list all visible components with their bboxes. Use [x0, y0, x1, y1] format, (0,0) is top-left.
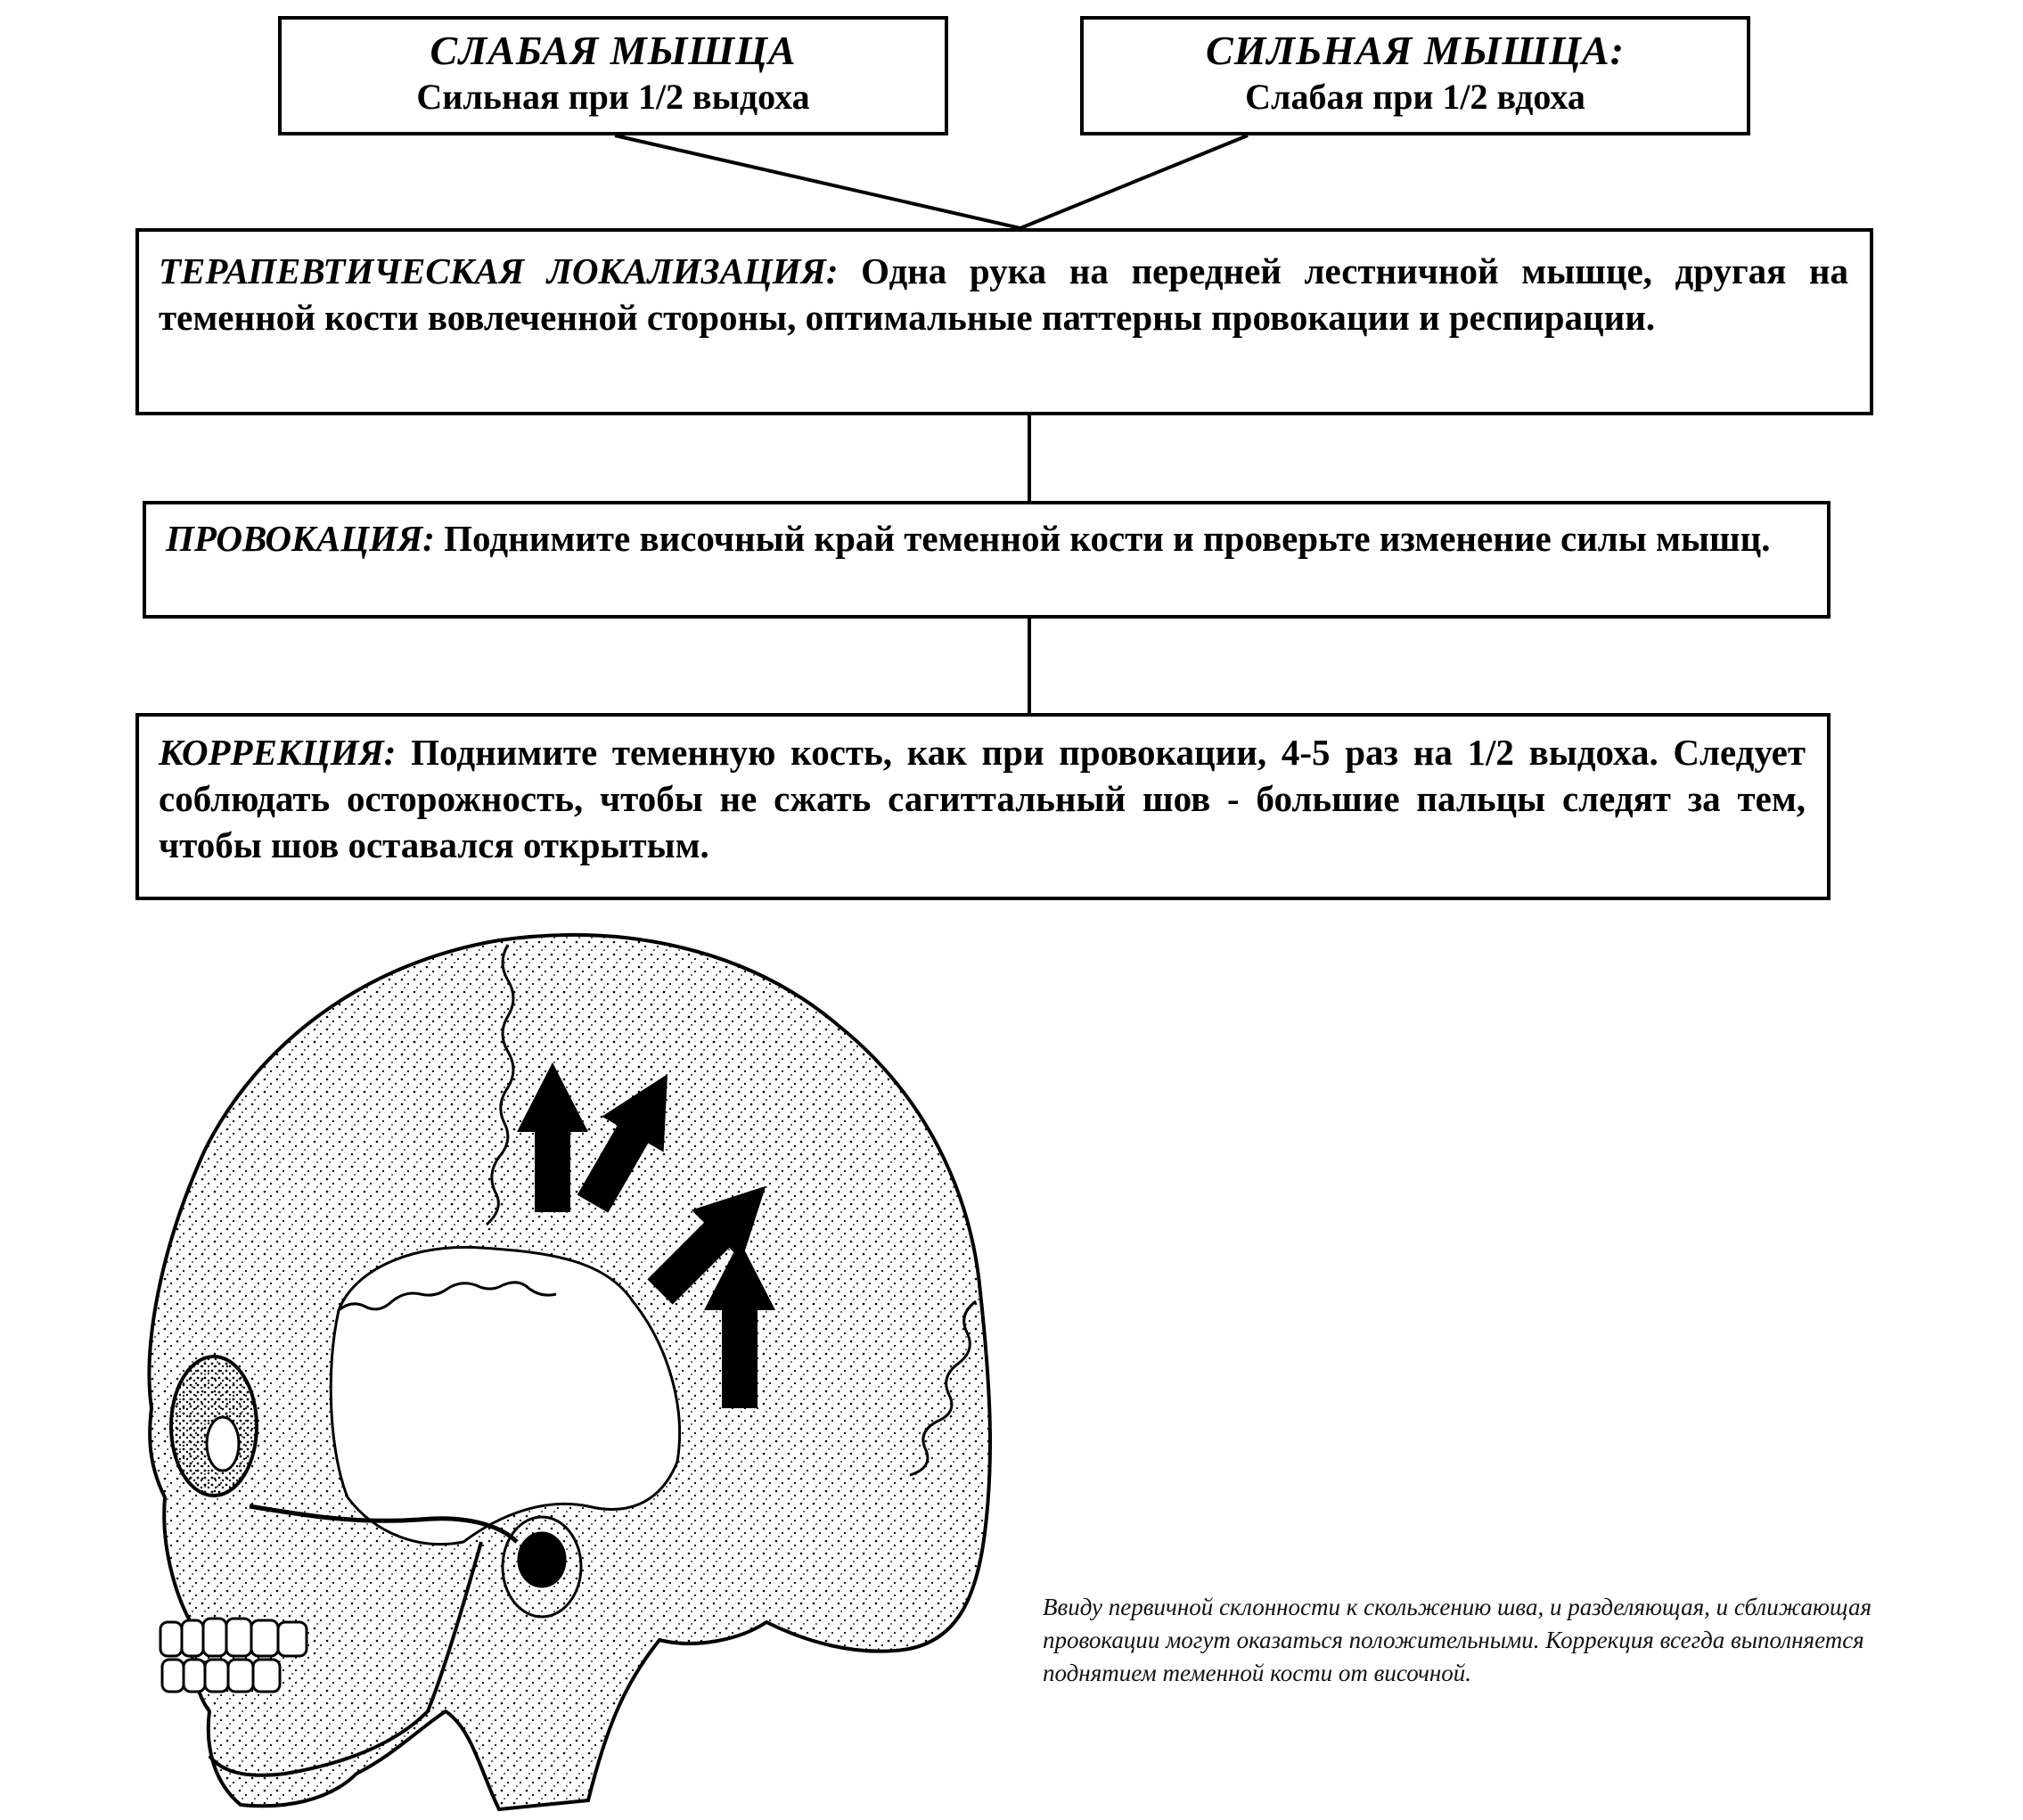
orbit-inner	[207, 1417, 239, 1471]
correction-heading: КОРРЕКЦИЯ:	[159, 732, 397, 773]
ear-canal	[519, 1533, 565, 1586]
correction-box	[135, 713, 1831, 900]
skull-illustration	[125, 927, 1087, 1818]
provocation-heading: ПРОВОКАЦИЯ:	[166, 518, 435, 559]
illustration-caption: Ввиду первичной склонности к скольжению шва, и разделяющая, и сближающая провокации могут оказаться положительными. Коррекция всегда выполняется поднятием теменной кости от височной.	[1043, 1594, 1872, 1686]
connector-weak-to-localization	[615, 135, 1020, 228]
therapy-localization-heading: ТЕРАПЕВТИЧЕСКАЯ ЛОКАЛИЗАЦИЯ:	[159, 250, 839, 291]
strong-muscle-subtitle: Слабая при 1/2 вдоха	[1245, 77, 1585, 117]
weak-muscle-title: СЛАБАЯ МЫШЦА	[430, 28, 797, 73]
strong-muscle-title: СИЛЬНАЯ МЫШЦА:	[1206, 28, 1625, 73]
correction-text: Поднимите теменную кость, как при провокации, 4-5 раз на 1/2 выдоха. Следует соблюдать осторожность, чтобы не сжать сагиттальный шов - большие пальцы следят за тем, чтобы шов оставался открытым.	[159, 732, 1806, 865]
weak-muscle-box	[278, 16, 948, 135]
therapy-localization-text: Одна рука на передней лестничной мышце, другая на теменной кости вовлеченной стороны, оптимальные паттерны провокации и респирации.	[159, 250, 1848, 338]
provocation-text: Поднимите височный край теменной кости и проверьте изменение силы мышц.	[444, 518, 1771, 559]
provocation-box	[143, 501, 1831, 619]
strong-muscle-box	[1080, 16, 1750, 135]
therapy-localization-box	[135, 228, 1873, 415]
connector-strong-to-localization	[1020, 135, 1248, 228]
weak-muscle-subtitle: Сильная при 1/2 выдоха	[416, 77, 810, 117]
